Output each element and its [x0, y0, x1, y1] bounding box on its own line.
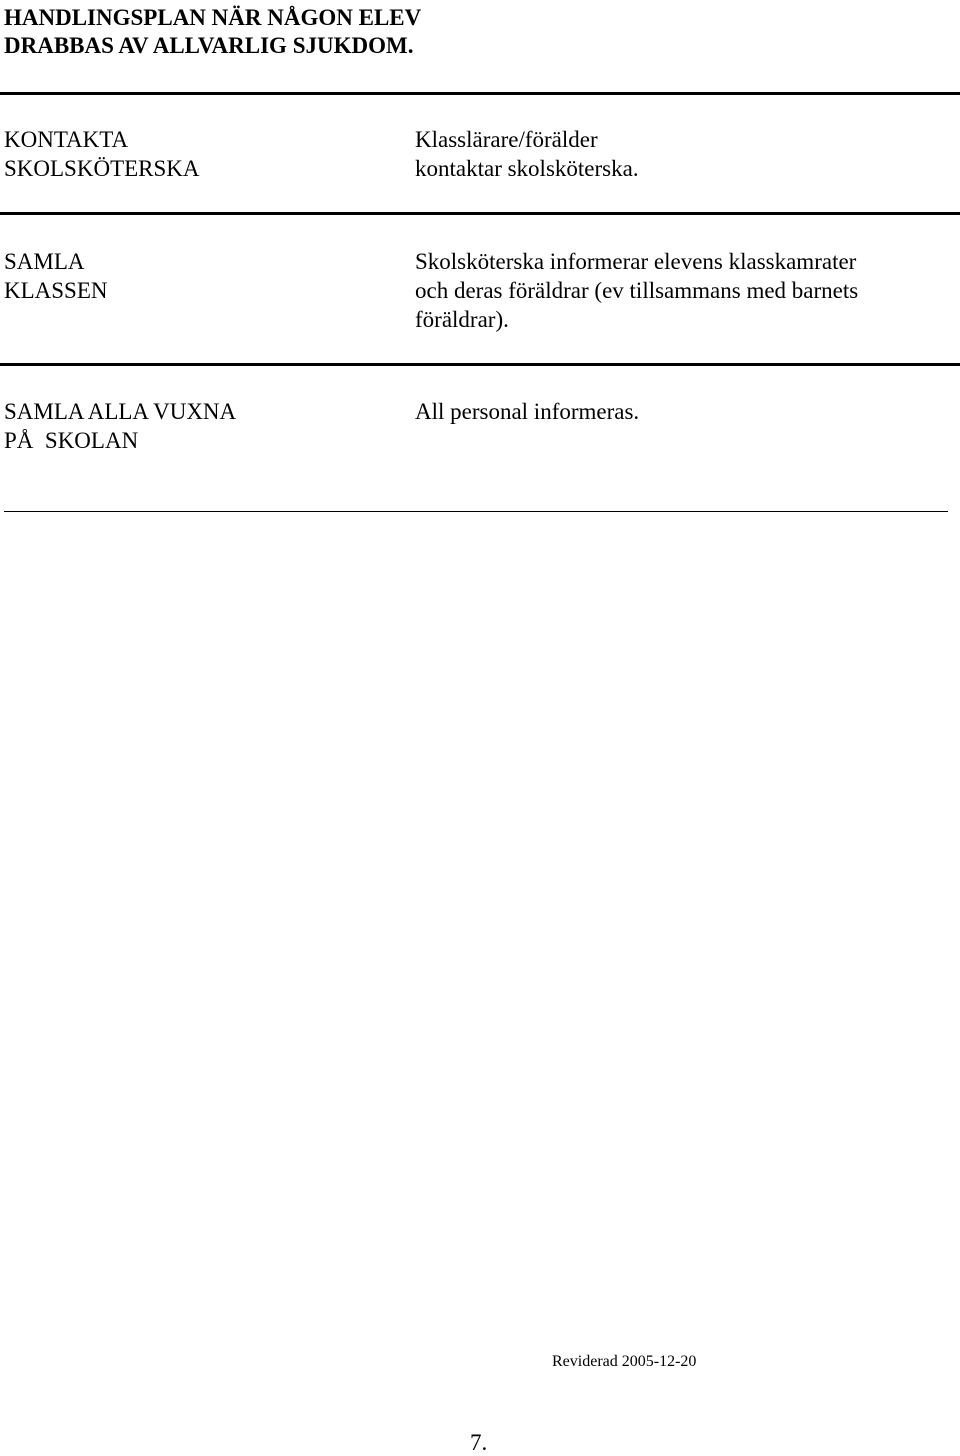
section-divider	[0, 92, 960, 95]
text-line: kontaktar skolsköterska.	[415, 156, 639, 181]
text-line: Skolsköterska informerar elevens klasskamrater	[415, 249, 857, 274]
text-line: All personal informeras.	[415, 399, 640, 424]
label-line: PÅ SKOLAN	[4, 428, 139, 453]
section-text	[415, 247, 858, 334]
label-line: KLASSEN	[4, 278, 108, 303]
text-line: föräldrar).	[415, 307, 509, 332]
section-divider	[0, 212, 960, 215]
title-line-1: HANDLINGSPLAN NÄR NÅGON ELEV	[4, 5, 422, 30]
section-text	[415, 125, 639, 183]
label-line: SKOLSKÖTERSKA	[4, 156, 200, 181]
revision-date: Reviderad 2005-12-20	[552, 1353, 697, 1370]
section-label	[4, 397, 236, 455]
text-line: Klasslärare/förälder	[415, 127, 598, 152]
document-title	[4, 4, 421, 60]
section-divider	[0, 363, 960, 366]
label-line: KONTAKTA	[4, 127, 129, 152]
label-line: SAMLA ALLA VUXNA	[4, 399, 237, 424]
end-underline	[4, 511, 948, 512]
page-number: 7.	[470, 1430, 488, 1455]
section-label	[4, 247, 108, 305]
label-line: SAMLA	[4, 249, 85, 274]
section-text	[415, 397, 639, 426]
text-line: och deras föräldrar (ev tillsammans med barnets	[415, 278, 859, 303]
title-line-2: DRABBAS AV ALLVARLIG SJUKDOM.	[4, 33, 414, 58]
section-label	[4, 125, 200, 183]
